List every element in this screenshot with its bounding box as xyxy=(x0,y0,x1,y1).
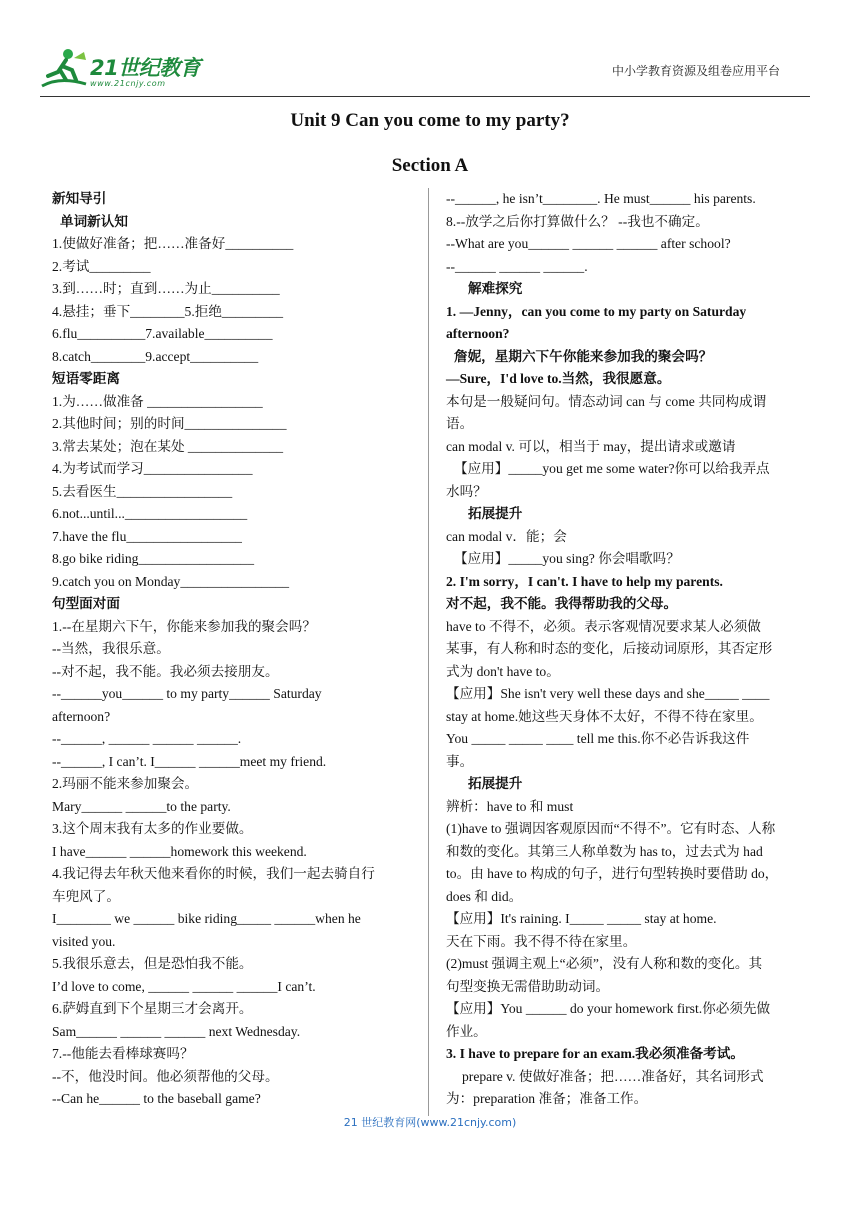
left-line: 短语零距离 xyxy=(52,371,120,386)
column-divider xyxy=(428,188,429,1116)
left-line: --______, ______ ______ ______. xyxy=(52,731,242,746)
left-line: 5.我很乐意去，但是恐怕我不能。 xyxy=(52,956,253,971)
page-header xyxy=(40,46,810,101)
left-line: 3.常去某处；泡在某处 ______________ xyxy=(52,438,284,454)
right-line: 辨析：have to 和 must xyxy=(446,798,574,814)
right-line: 2. I'm sorry，I can't. I have to help my parents. xyxy=(446,573,723,589)
right-column xyxy=(446,188,808,1111)
right-line: 和数的变化。其第三人称单数为 has to，过去式为 had xyxy=(446,843,763,859)
right-line: --______, he isn’t________. He must______ his parents. xyxy=(446,191,756,206)
right-line: 【应用】It's raining. I_____ _____ stay at home. xyxy=(446,911,717,926)
left-line: 8.catch________9.accept__________ xyxy=(52,348,259,364)
left-line: 句型面对面 xyxy=(52,596,120,611)
right-line: 为：preparation 准备；准备工作。 xyxy=(446,1091,648,1106)
runner-logo-icon xyxy=(40,46,90,92)
left-line: 6.not...until...__________________ xyxy=(52,506,248,521)
header-platform: 中小学教育资源及组卷应用平台 xyxy=(611,64,780,78)
right-line: 1. —Jenny，can you come to my party on Saturday xyxy=(446,303,747,319)
left-line: 9.catch you on Monday________________ xyxy=(52,573,290,589)
left-line: 8.go bike riding_________________ xyxy=(52,551,255,566)
right-line: 句型变换无需借助助动词。 xyxy=(446,978,610,994)
left-line: 6.flu__________7.available__________ xyxy=(52,326,273,341)
left-line: --当然，我很乐意。 xyxy=(52,641,170,656)
left-line: 2.玛丽不能来参加聚会。 xyxy=(52,776,199,791)
left-line: 2.考试_________ xyxy=(52,258,151,274)
right-line: prepare v. 使做好准备；把……准备好，其名词形式 xyxy=(462,1068,764,1084)
right-line: 水吗？ xyxy=(446,483,487,499)
right-line: --______ ______ ______. xyxy=(446,258,588,274)
right-line: 詹妮，星期六下午你能来参加我的聚会吗？ xyxy=(454,348,713,364)
right-line: 拓展提升 xyxy=(468,776,523,791)
right-line: 【应用】She isn't very well these days and she_____ ____ xyxy=(446,686,770,701)
right-line: to。由 have to 构成的句子，进行句型转换时要借助 do， xyxy=(446,866,779,881)
left-line: 1.--在星期六下午，你能来参加我的聚会吗？ xyxy=(52,618,316,634)
page-title: Unit 9 Can you come to my party? xyxy=(290,110,570,131)
right-line: (1)have to 强调因客观原因而“不得不”。它有时态、人称 xyxy=(446,821,776,836)
right-line: 8.--放学之后你打算做什么？ --我也不确定。 xyxy=(446,213,709,229)
left-line: I________ we ______ bike riding_____ ______when he xyxy=(52,911,361,926)
left-line: 6.萨姆直到下个星期三才会离开。 xyxy=(52,1001,253,1016)
right-line: 【应用】_____you sing? 你会唱歌吗？ xyxy=(454,551,680,566)
right-line: 3. I have to prepare for an exam.我必须准备考试。 xyxy=(446,1046,744,1061)
right-line: 对不起，我不能。我得帮助我的父母。 xyxy=(446,596,678,611)
left-line: 2.其他时间；别的时间_______________ xyxy=(52,416,287,431)
right-line: --What are you______ ______ ______ after school? xyxy=(446,236,731,251)
right-line: 事。 xyxy=(446,753,474,769)
right-line: 解难探究 xyxy=(468,281,523,296)
left-line: --______, I can’t. I______ ______meet my friend. xyxy=(52,753,327,769)
right-line: 本句是一般疑问句。情态动词 can 与 come 共同构成谓 xyxy=(446,393,767,409)
right-line: 某事，有人称和时态的变化，后接动词原形，其否定形 xyxy=(446,641,773,656)
left-line: --不，他没时间。他必须帮他的父母。 xyxy=(52,1068,279,1084)
right-line: (2)must 强调主观上“必须”，没有人称和数的变化。其 xyxy=(446,956,763,971)
right-line: —Sure，I'd love to.当然，我很愿意。 xyxy=(446,371,671,386)
right-line: 天在下雨。我不得不待在家里。 xyxy=(446,933,637,949)
left-line: visited you. xyxy=(52,933,116,949)
left-line: 新知导引 xyxy=(52,191,107,206)
left-line: 3.到……时；直到……为止__________ xyxy=(52,281,280,296)
left-column xyxy=(52,188,414,1111)
right-line: 【应用】_____you get me some water?你可以给我弄点 xyxy=(454,461,770,476)
right-line: 作业。 xyxy=(446,1023,487,1039)
left-line: 1.为……做准备 _________________ xyxy=(52,393,263,409)
left-line: 7.--他能去看棒球赛吗？ xyxy=(52,1046,194,1061)
page-footer: 21 世纪教育网(www.21cnjy.com) xyxy=(343,1116,517,1129)
left-line: 4.悬挂；垂下________5.拒绝_________ xyxy=(52,303,284,319)
right-line: stay at home.她这些天身体不太好，不得不待在家里。 xyxy=(446,708,763,724)
left-line: Mary______ ______to the party. xyxy=(52,798,231,814)
left-line: Sam______ ______ ______ next Wednesday. xyxy=(52,1023,301,1039)
logo-text: 21世纪教育 xyxy=(90,56,201,80)
right-line: does 和 did。 xyxy=(446,888,523,904)
section-title: Section A xyxy=(391,155,469,176)
right-line: can modal v．能；会 xyxy=(446,528,567,544)
right-line: can modal v. 可以，相当于 may，提出请求或邀请 xyxy=(446,438,736,454)
left-line: afternoon? xyxy=(52,708,111,724)
left-line: I’d love to come, ______ ______ ______I can’t. xyxy=(52,978,316,994)
site-logo xyxy=(40,46,240,96)
right-line: 语。 xyxy=(446,416,474,431)
right-line: have to 不得不，必须。表示客观情况要求某人必须做 xyxy=(446,618,761,634)
left-line: 5.去看医生_________________ xyxy=(52,483,233,499)
left-line: --______you______ to my party______ Saturday xyxy=(52,686,322,701)
right-line: 拓展提升 xyxy=(468,506,523,521)
right-line: 【应用】You ______ do your homework first.你必须先做 xyxy=(446,1001,771,1016)
right-line: You _____ _____ ____ tell me this.你不必告诉我这件 xyxy=(446,731,750,746)
right-line: 式为 don't have to。 xyxy=(446,663,560,679)
left-line: 车兜风了。 xyxy=(52,888,120,904)
logo-url: www.21cnjy.com xyxy=(90,79,166,88)
left-line: 1.使做好准备；把……准备好__________ xyxy=(52,236,294,251)
left-line: 7.have the flu_________________ xyxy=(52,528,242,544)
left-line: --Can he______ to the baseball game? xyxy=(52,1091,261,1106)
right-line: afternoon? xyxy=(446,326,510,341)
left-line: I have______ ______homework this weekend. xyxy=(52,843,307,859)
left-line: 4.我记得去年秋天他来看你的时候，我们一起去骑自行 xyxy=(52,866,375,881)
left-line: 4.为考试而学习________________ xyxy=(52,461,253,476)
header-divider xyxy=(40,96,810,97)
left-line: --对不起，我不能。我必须去接朋友。 xyxy=(52,663,279,679)
left-line: 3.这个周末我有太多的作业要做。 xyxy=(52,821,253,836)
left-line: 单词新认知 xyxy=(60,213,128,229)
